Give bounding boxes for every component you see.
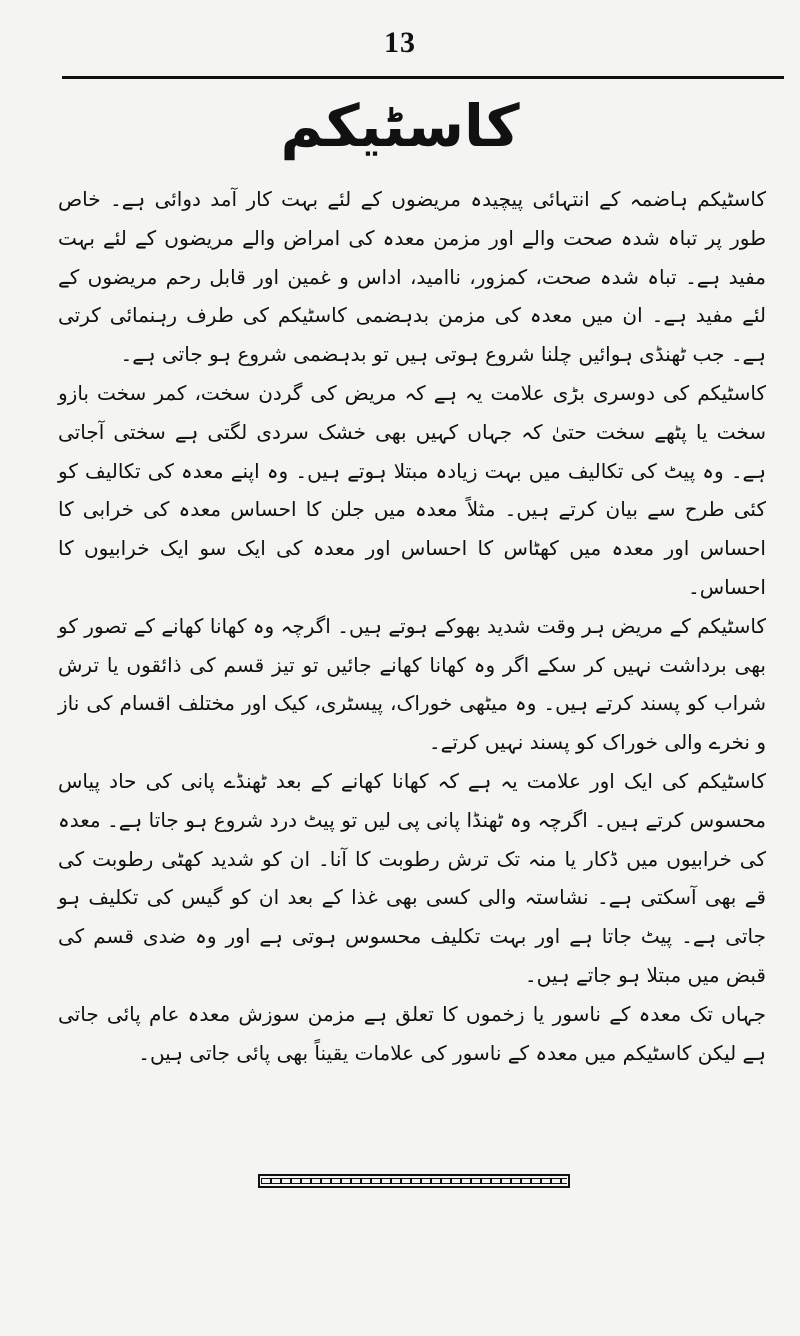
- paragraph-3: کاسٹیکم کے مریض ہر وقت شدید بھوکے ہوتے ہیں۔ اگرچہ وہ کھانا کھانے کے تصور کو بھی برداشت نہیں کر سکے اگر وہ کھانا کھانے جائیں تو تیز قسم کی ذائقوں یا ترش شراب کو پسند کرتے ہیں۔ وہ میٹھی خوراک، پیسٹری، کیک اور مختلف اقسام کی ناز و نخرے والی خوراک کو پسند نہیں کرتے۔: [58, 613, 766, 755]
- paragraph-5: جہاں تک معدہ کے ناسور یا زخموں کا تعلق ہے مزمن سوزش معدہ عام پائی جاتی ہے لیکن کاسٹیکم میں معدہ کے ناسور کی علامات یقیناً بھی پائی جاتی ہیں۔: [58, 1001, 766, 1065]
- paragraph-2: کاسٹیکم کی دوسری بڑی علامت یہ ہے کہ مریض کی گردن سخت، کمر سخت بازو سخت یا پٹھے سخت حتیٰ کہ جہاں کہیں بھی خشک سردی لگتی ہے سختی آجاتی ہے۔ وہ پیٹ کی تکالیف میں بہت زیادہ مبتلا ہوتے ہیں۔ وہ اپنے معدہ کی تکالیف کو کئی طرح سے بیان کرتے ہیں۔ مثلاً معدہ میں جلن کا احساس معدہ کی خرابی کا احساس اور معدہ میں کھٹاس کا احساس اور معدہ کی ایک سو ایک خرابیوں کا احساس۔: [58, 380, 766, 599]
- paragraph-1: کاسٹیکم ہاضمہ کے انتہائی پیچیدہ مریضوں کے لئے بہت کار آمد دوائی ہے۔ خاص طور پر تباہ شدہ صحت والے اور مزمن معدہ کی امراض والے مریضوں کے لئے بہت مفید ہے۔ تباہ شدہ صحت، کمزور، ناامید، اداس و غمین اور قابل رحم مریضوں کے لئے مفید ہے۔ ان میں معدہ کی مزمن بدہضمی کاسٹیکم کی طرف رہنمائی کرتی ہے۔ جب ٹھنڈی ہوائیں چلنا شروع ہوتی ہیں تو بدہضمی شروع ہو جاتی ہے۔: [58, 187, 766, 367]
- page-number: 13: [384, 26, 416, 59]
- chapter-title: کاسٹیکم: [280, 92, 520, 160]
- header-rule: [62, 76, 784, 79]
- body-text: [58, 180, 766, 1072]
- end-ornament: [258, 1174, 570, 1188]
- paragraph-4: کاسٹیکم کی ایک اور علامت یہ ہے کہ کھانا کھانے کے بعد ٹھنڈے پانی کی حاد پیاس محسوس کرتے ہیں۔ اگرچہ وہ ٹھنڈا پانی پی لیں تو پیٹ درد شروع ہو جاتا ہے۔ معدہ کی خرابیوں میں ڈکار یا منہ تک ترش رطوبت کا آنا۔ ان کو شدید کھٹی رطوبت کی قے بھی آسکتی ہے۔ نشاستہ والی کسی بھی غذا کے بعد ان کو گیس کی تکلیف ہو جاتی ہے۔ پیٹ جاتا ہے اور بہت تکلیف محسوس ہوتی ہے اور وہ ضدی قسم کی قبض میں مبتلا ہو جاتے ہیں۔: [58, 768, 766, 987]
